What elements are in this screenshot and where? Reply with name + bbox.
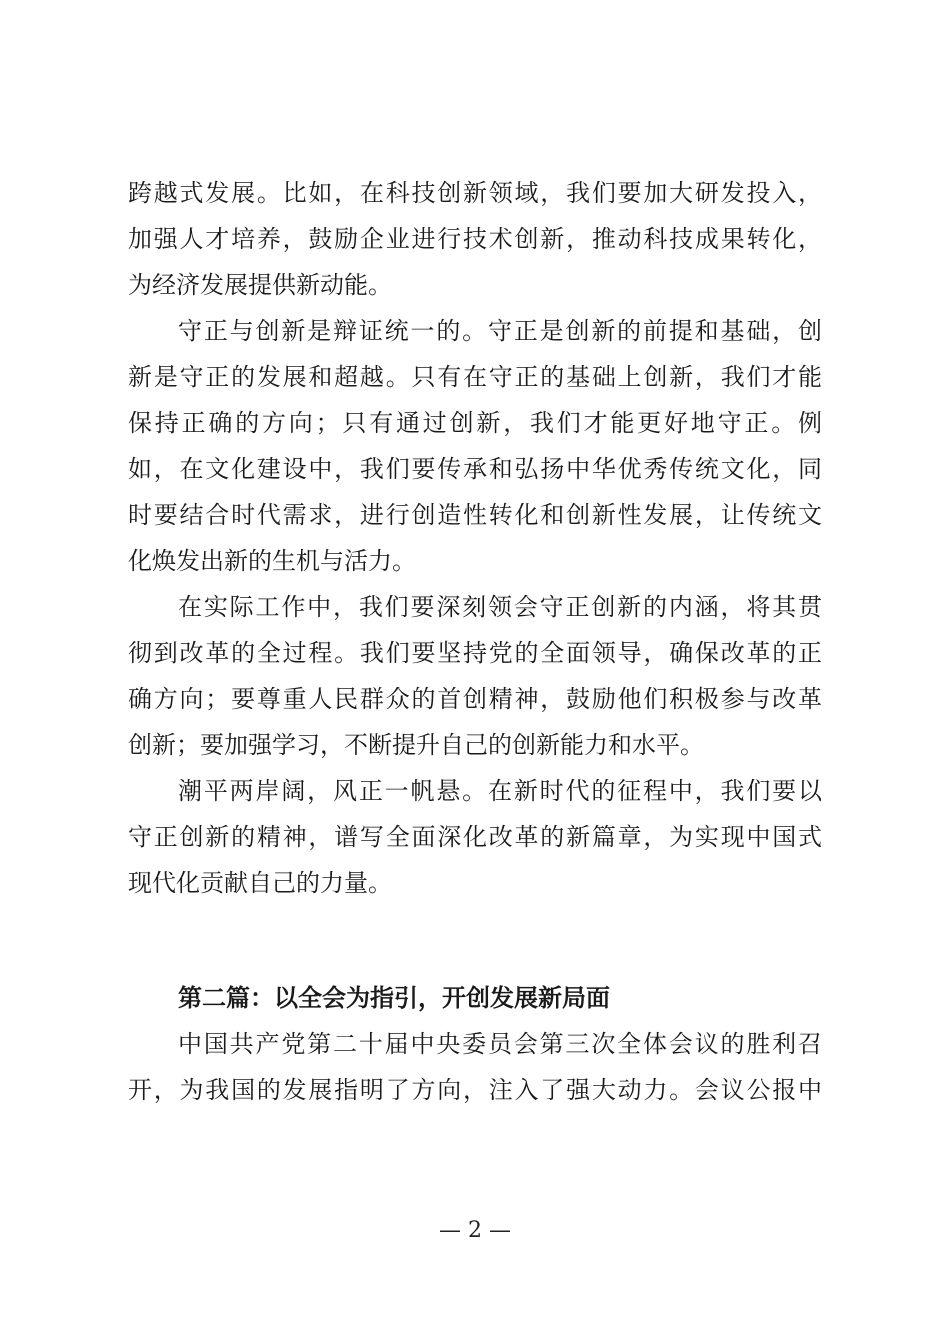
- paragraph-2-line-3: 保持正确的方向；只有通过创新，我们才能更好地守正。例: [128, 409, 822, 437]
- section-paragraph-line-1: 中国共产党第二十届中央委员会第三次全体会议的胜利召: [178, 1030, 822, 1058]
- paragraph-3-line-3: 确方向；要尊重人民群众的首创精神，鼓励他们积极参与改革: [128, 685, 822, 713]
- section-paragraph-line-2: 开，为我国的发展指明了方向，注入了强大动力。会议公报中: [128, 1076, 822, 1104]
- paragraph-3-line-4: 创新；要加强学习，不断提升自己的创新能力和水平。: [128, 731, 704, 759]
- paragraph-4-line-1: 潮平两岸阔，风正一帆悬。在新时代的征程中，我们要以: [178, 777, 822, 805]
- paragraph-3-line-1: 在实际工作中，我们要深刻领会守正创新的内涵，将其贯: [178, 593, 822, 621]
- paragraph-2-line-1: 守正与创新是辩证统一的。守正是创新的前提和基础，创: [178, 317, 822, 345]
- paragraph-1-line-2: 加强人才培养，鼓励企业进行技术创新，推动科技成果转化，: [128, 225, 822, 253]
- paragraph-4-line-2: 守正创新的精神，谱写全面深化改革的新篇章，为实现中国式: [128, 823, 822, 851]
- paragraph-2-line-4: 如，在文化建设中，我们要传承和弘扬中华优秀传统文化，同: [128, 455, 822, 483]
- paragraph-2-line-5: 时要结合时代需求，进行创造性转化和创新性发展，让传统文: [128, 501, 822, 529]
- paragraph-2-line-6: 化焕发出新的生机与活力。: [128, 547, 416, 575]
- paragraph-1-line-3: 为经济发展提供新动能。: [128, 271, 392, 299]
- section-heading: 第二篇：以全会为指引，开创发展新局面: [178, 983, 610, 1012]
- paragraph-4-line-3: 现代化贡献自己的力量。: [128, 869, 392, 897]
- paragraph-2-line-2: 新是守正的发展和超越。只有在守正的基础上创新，我们才能: [128, 363, 822, 391]
- paragraph-3-line-2: 彻到改革的全过程。我们要坚持党的全面领导，确保改革的正: [128, 639, 822, 667]
- paragraph-1-line-1: 跨越式发展。比如，在科技创新领域，我们要加大研发投入，: [128, 179, 822, 207]
- page-number: — 2 —: [439, 1218, 511, 1243]
